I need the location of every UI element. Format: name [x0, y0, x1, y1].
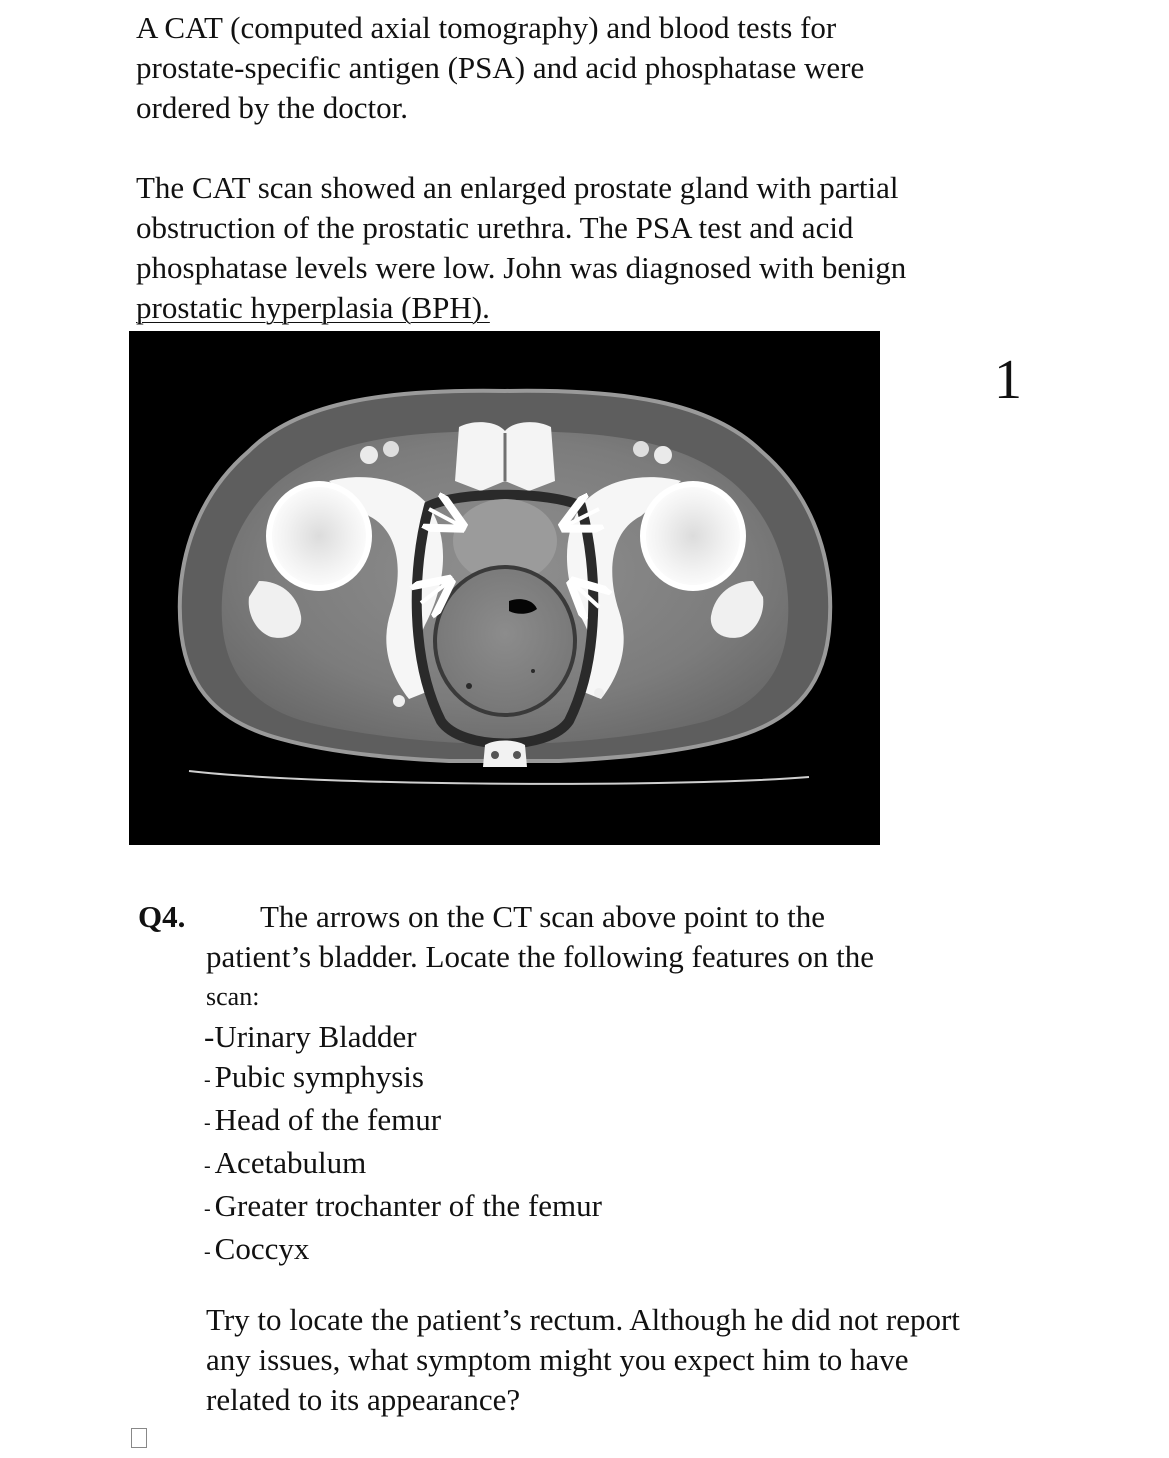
question-label: Q4.	[138, 899, 186, 934]
findings-line-4: prostatic hyperplasia (BPH).	[136, 290, 490, 325]
feature-item	[204, 1017, 602, 1057]
coccyx-hole-2	[513, 751, 521, 759]
intro-paragraph	[136, 8, 1036, 128]
speck-1	[466, 683, 472, 689]
feature-list	[204, 1017, 602, 1272]
left-femur-head	[269, 484, 369, 588]
feature-text: Head of the femur	[214, 1102, 442, 1137]
feature-text: Coccyx	[214, 1231, 310, 1266]
intro-line-3: ordered by the doctor.	[136, 90, 409, 125]
right-femur-head	[643, 484, 743, 588]
dash-bullet: -	[204, 1069, 211, 1091]
coccyx-hole-1	[491, 751, 499, 759]
findings-paragraph	[136, 168, 1036, 328]
vessel-left-2	[383, 441, 399, 457]
page-number: 1	[994, 349, 1022, 411]
feature-item	[204, 1100, 602, 1143]
question-line-3: scan:	[206, 982, 260, 1011]
feature-item	[204, 1186, 602, 1229]
dash-bullet: -	[204, 1155, 211, 1177]
rectum-line-3: related to its appearance?	[206, 1382, 521, 1417]
feature-item	[204, 1057, 602, 1100]
question-line-2: patient’s bladder. Locate the following features on the	[206, 939, 874, 974]
rectum-line-1: Try to locate the patient’s rectum. Although he did not report	[206, 1302, 960, 1337]
vessel-left-1	[360, 446, 378, 464]
rectum-line-2: any issues, what symptom might you expect him to have	[206, 1342, 909, 1377]
findings-line-3: phosphatase levels were low. John was diagnosed with benign	[136, 250, 907, 285]
feature-item	[204, 1229, 602, 1272]
feature-text: Acetabulum	[214, 1145, 367, 1180]
dash-bullet: -	[204, 1198, 211, 1220]
findings-line-2: obstruction of the prostatic urethra. The PSA test and acid	[136, 210, 854, 245]
vessel-right-1	[633, 441, 649, 457]
findings-line-1: The CAT scan showed an enlarged prostate gland with partial	[136, 170, 899, 205]
feature-item	[204, 1143, 602, 1186]
ct-scan-image	[129, 331, 880, 845]
bright-spot-right	[594, 688, 604, 698]
feature-text: Greater trochanter of the femur	[214, 1188, 602, 1223]
dash-bullet: -	[204, 1112, 211, 1134]
question-continuation	[206, 937, 874, 1017]
answer-checkbox[interactable]	[131, 1428, 147, 1448]
feature-text: Pubic symphysis	[214, 1059, 424, 1094]
feature-text: -Urinary Bladder	[204, 1019, 417, 1054]
bright-spot-left	[393, 695, 405, 707]
question-line-1: The arrows on the CT scan above point to the	[260, 899, 826, 934]
intro-line-1: A CAT (computed axial tomography) and blood tests for	[136, 10, 837, 45]
speck-2	[531, 669, 535, 673]
vessel-right-2	[654, 446, 672, 464]
ct-table-line	[189, 771, 809, 784]
dash-bullet: -	[204, 1241, 211, 1263]
intro-line-2: prostate-specific antigen (PSA) and acid phosphatase were	[136, 50, 865, 85]
rectum-question	[206, 1300, 960, 1420]
bladder-rectum	[435, 567, 575, 715]
